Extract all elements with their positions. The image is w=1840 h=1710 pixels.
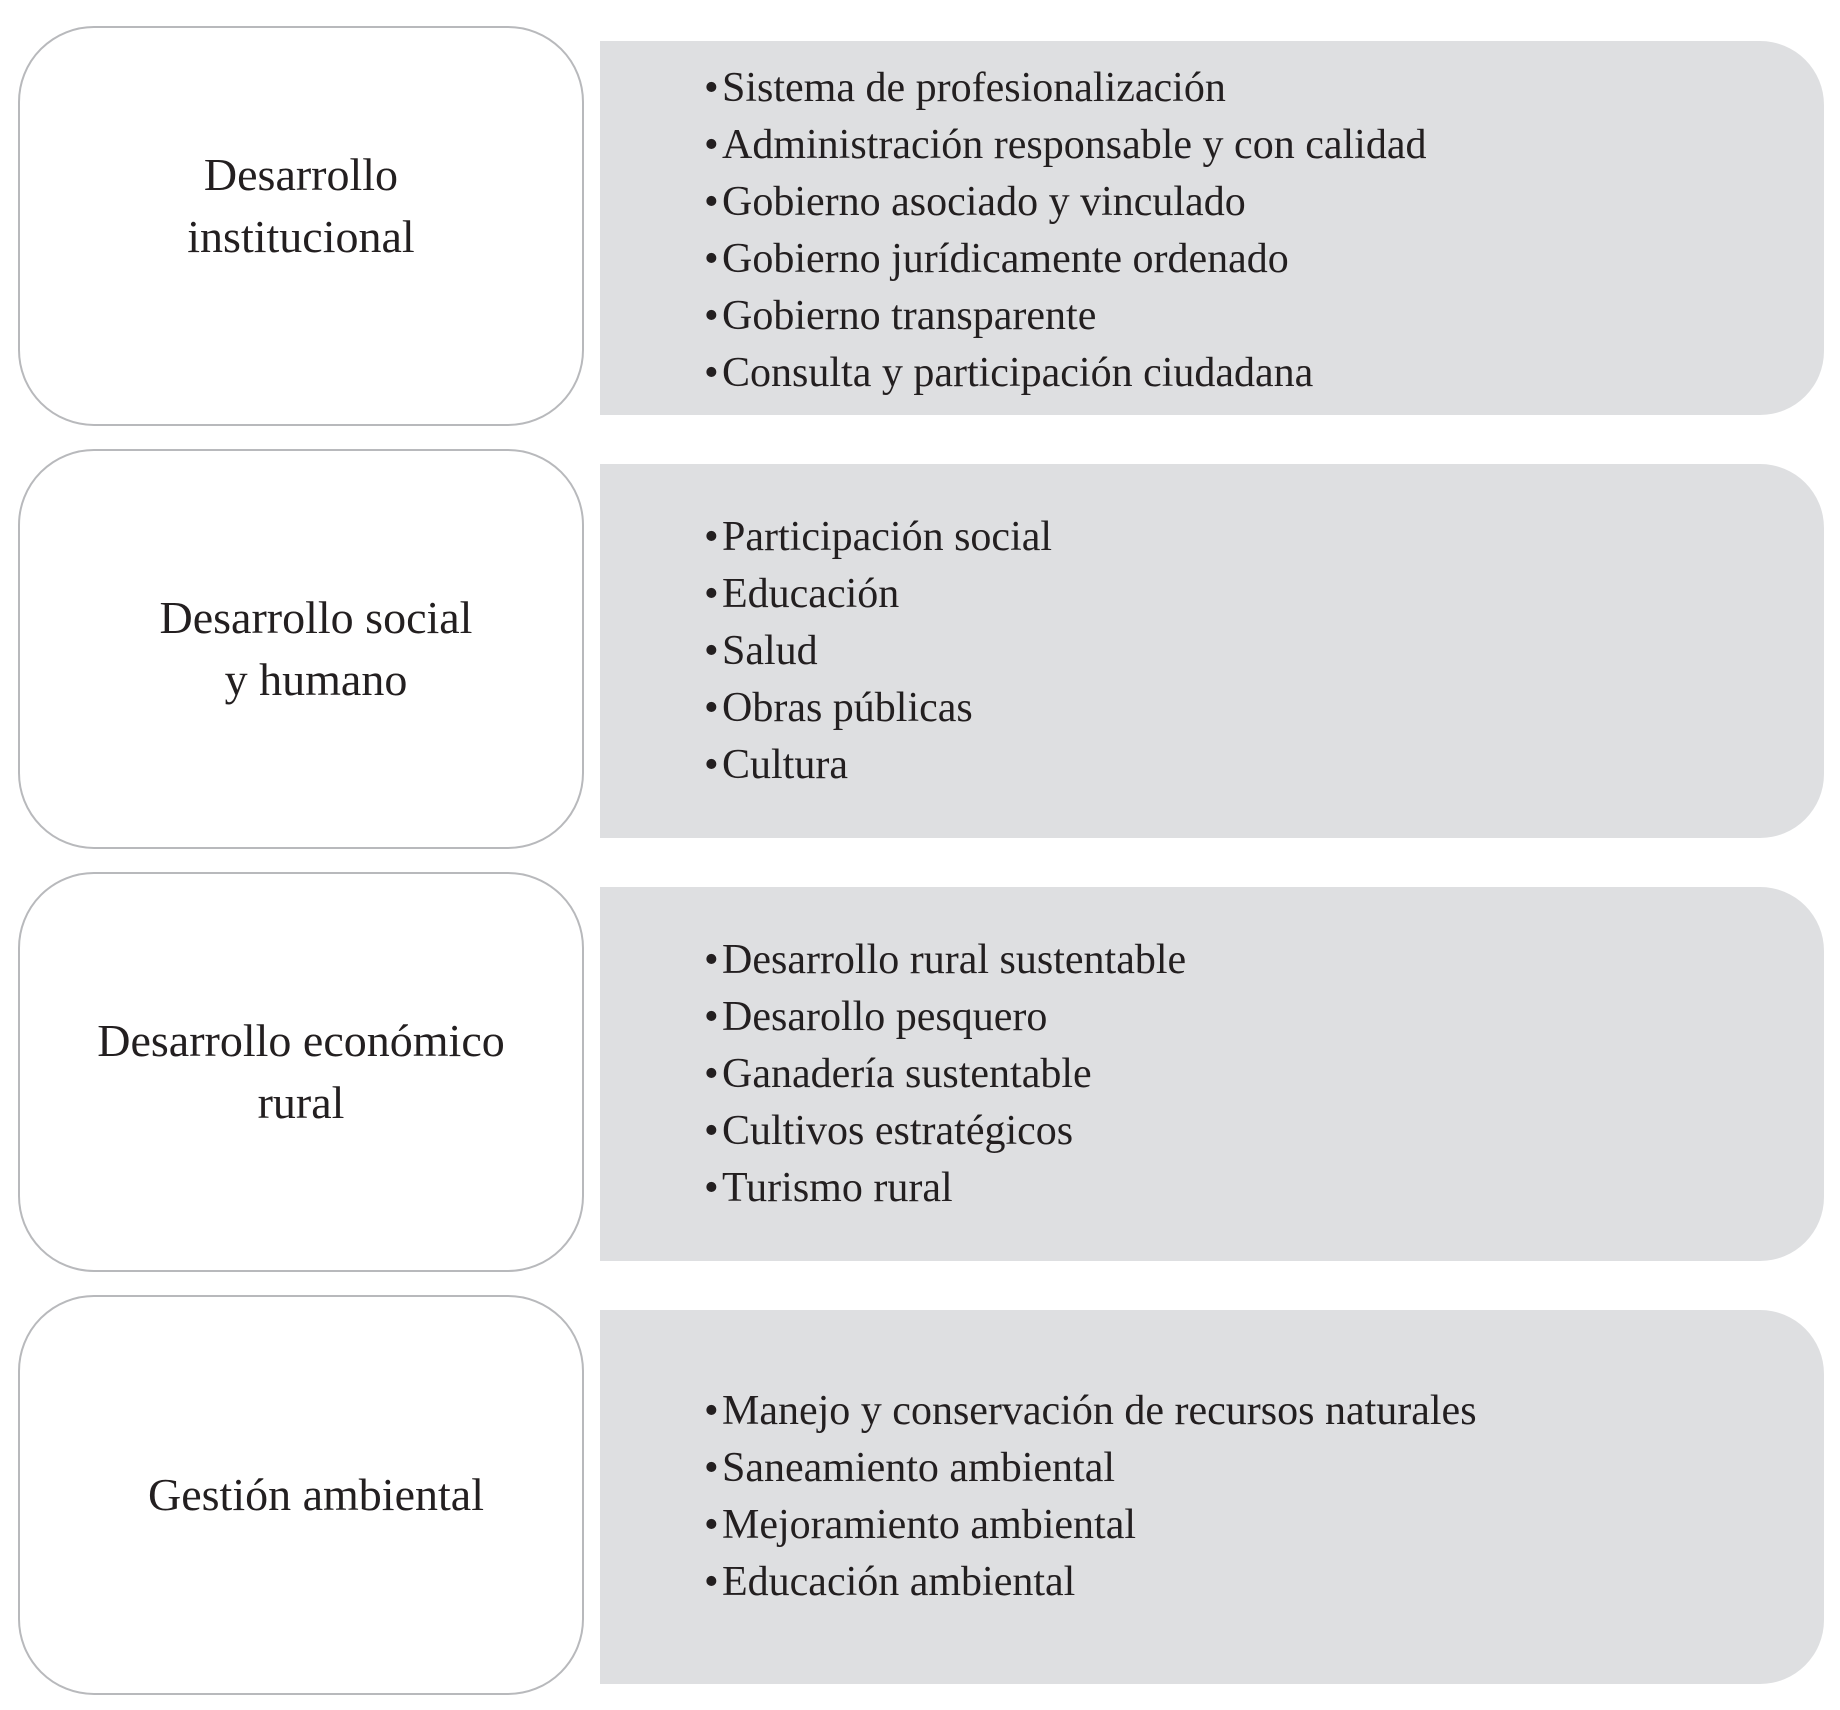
list-item: • Educación — [704, 566, 1052, 623]
items-panel — [600, 1310, 1824, 1684]
category-label: Desarrollo económico rural — [97, 1015, 505, 1128]
row-desarrollo-social — [18, 449, 1824, 853]
category-label: Desarrollo institucional — [187, 149, 415, 262]
row-desarrollo-institucional — [18, 26, 1824, 430]
items-panel — [600, 41, 1824, 415]
list-item: • Cultura — [704, 737, 1052, 794]
item-list — [600, 1383, 1477, 1611]
list-item: • Desarollo pesquero — [704, 989, 1186, 1046]
category-box — [18, 26, 584, 426]
category-box — [18, 872, 584, 1272]
item-list — [600, 509, 1052, 794]
list-item: • Salud — [704, 623, 1052, 680]
items-panel — [600, 464, 1824, 838]
item-list — [600, 60, 1426, 402]
list-item: • Saneamiento ambiental — [704, 1440, 1477, 1497]
row-desarrollo-economico — [18, 872, 1824, 1276]
list-item: • Manejo y conservación de recursos naturales — [704, 1383, 1477, 1440]
list-item: • Cultivos estratégicos — [704, 1103, 1186, 1160]
list-item: • Turismo rural — [704, 1160, 1186, 1217]
category-box — [18, 449, 584, 849]
category-box — [18, 1295, 584, 1695]
list-item: • Participación social — [704, 509, 1052, 566]
list-item: • Ganadería sustentable — [704, 1046, 1186, 1103]
list-item: • Gobierno transparente — [704, 288, 1426, 345]
item-list — [600, 932, 1186, 1217]
list-item: • Mejoramiento ambiental — [704, 1497, 1477, 1554]
list-item: • Administración responsable y con calidad — [704, 117, 1426, 174]
list-item: • Obras públicas — [704, 680, 1052, 737]
row-gestion-ambiental — [18, 1295, 1824, 1699]
list-item: • Desarrollo rural sustentable — [704, 932, 1186, 989]
list-item: • Educación ambiental — [704, 1554, 1477, 1611]
list-item: • Gobierno jurídicamente ordenado — [704, 231, 1426, 288]
list-item: • Consulta y participación ciudadana — [704, 345, 1426, 402]
category-label: Gestión ambiental — [148, 1469, 484, 1520]
category-label: Desarrollo social y humano — [159, 592, 473, 705]
list-item: • Sistema de profesionalización — [704, 60, 1426, 117]
items-panel — [600, 887, 1824, 1261]
list-item: • Gobierno asociado y vinculado — [704, 174, 1426, 231]
